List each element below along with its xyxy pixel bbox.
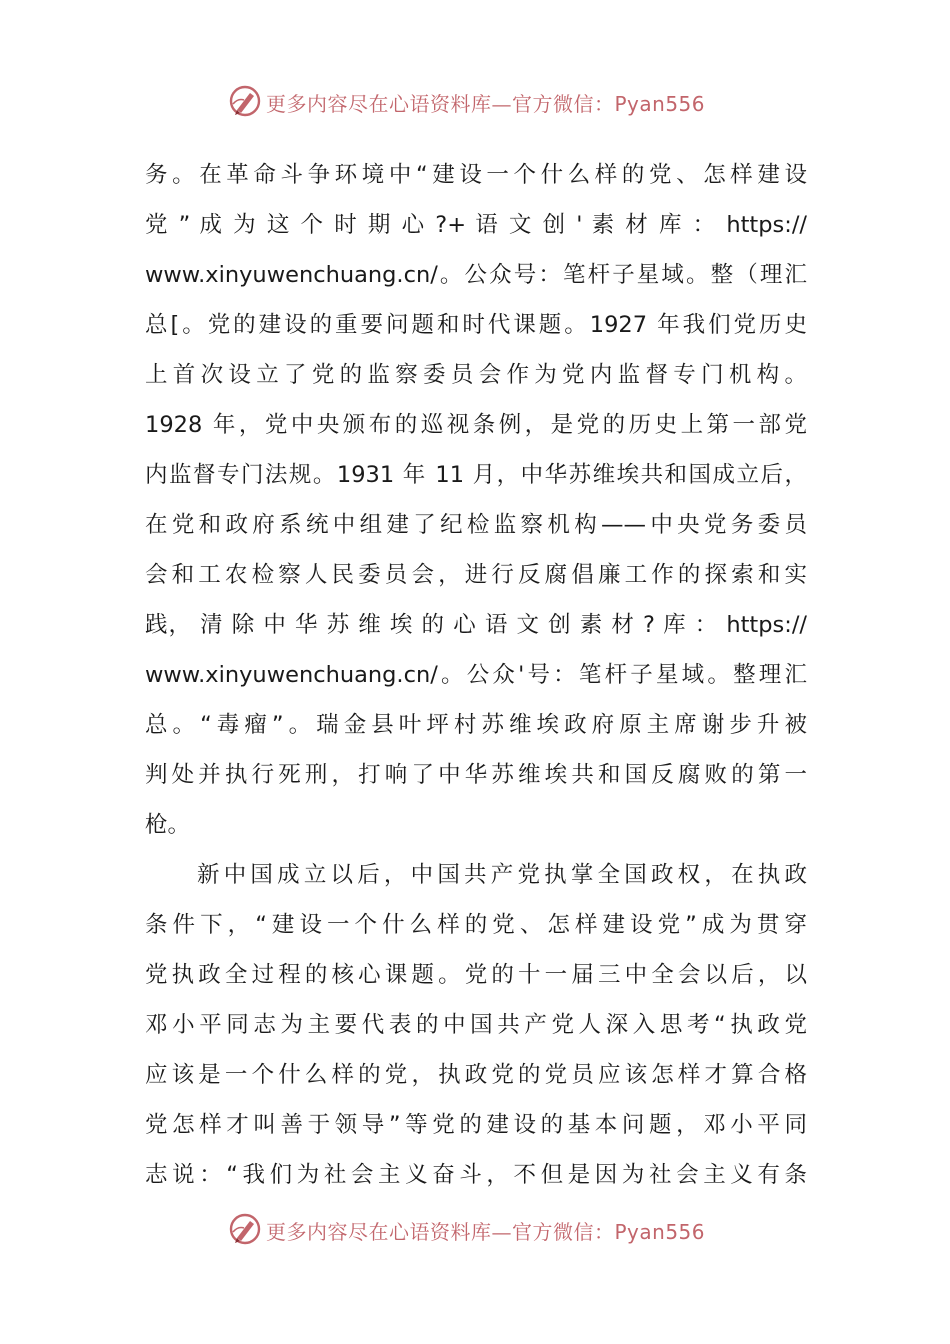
paragraph	[145, 150, 807, 850]
text-line: 总[。党的建设的重要问题和时代课题。1927 年我们党历史	[145, 312, 807, 338]
pen-logo-icon	[228, 84, 262, 118]
watermark-slogan: 更多内容尽在心语资料库—	[266, 1220, 512, 1244]
pen-logo-icon	[228, 1212, 262, 1246]
text-line: 党怎样才叫善于领导”等党的建设的基本问题，邓小平同	[145, 1112, 807, 1138]
watermark-slogan: 更多内容尽在心语资料库—	[266, 92, 512, 116]
text-line: 邓小平同志为主要代表的中国共产党人深入思考“执政党	[145, 1012, 807, 1038]
header-watermark-banner	[0, 82, 950, 122]
footer-watermark-banner	[0, 1210, 950, 1250]
text-line: 条件下，“建设一个什么样的党、怎样建设党”成为贯穿	[145, 912, 807, 938]
text-line: 上首次设立了党的监察委员会作为党内监督专门机构。	[145, 362, 807, 388]
text-line: www.xinyuwenchuang.cn/。公众号：笔杆子星域。整（理汇	[145, 262, 807, 288]
text-line: 党 ” 成 为 这 个 时 期 心 ?+ 语 文 创 ' 素 材 库 ： https://	[145, 212, 807, 238]
text-line: 在党和政府系统中组建了纪检监察机构——中央党务委员	[145, 512, 807, 538]
watermark-text	[266, 1216, 705, 1245]
watermark-text	[266, 88, 705, 117]
text-line: 新中国成立以后，中国共产党执掌全国政权，在执政	[197, 862, 807, 888]
text-line: www.xinyuwenchuang.cn/。公众'号：笔杆子星域。整理汇	[145, 662, 807, 688]
text-line: 内监督专门法规。1931 年 11 月，中华苏维埃共和国成立后，	[145, 462, 807, 488]
text-line: 务。在革命斗争环境中“建设一个什么样的党、怎样建设	[145, 162, 807, 188]
watermark-wechat-label: 官方微信：	[512, 1220, 615, 1244]
text-line: 判处并执行死刑，打响了中华苏维埃共和国反腐败的第一	[145, 762, 807, 788]
watermark-wechat-id: Pyan556	[614, 1220, 706, 1244]
paragraph	[145, 850, 807, 1200]
document-body	[145, 150, 807, 1200]
text-line: 枪。	[145, 812, 191, 838]
watermark-wechat-id: Pyan556	[614, 92, 706, 116]
text-line: 会和工农检察人民委员会，进行反腐倡廉工作的探索和实	[145, 562, 807, 588]
text-line: 党执政全过程的核心课题。党的十一届三中全会以后，以	[145, 962, 807, 988]
text-line: 1928 年，党中央颁布的巡视条例，是党的历史上第一部党	[145, 412, 807, 438]
text-line: 志说：“我们为社会主义奋斗，不但是因为社会主义有条	[145, 1162, 807, 1188]
text-line: 应该是一个什么样的党，执政党的党员应该怎样才算合格	[145, 1062, 807, 1088]
text-line: 总。“毒瘤”。瑞金县叶坪村苏维埃政府原主席谢步升被	[145, 712, 807, 738]
watermark-wechat-label: 官方微信：	[512, 92, 615, 116]
text-line: 践， 清 除 中 华 苏 维 埃 的 心 语 文 创 素 材 ? 库 ： https://	[145, 612, 807, 638]
